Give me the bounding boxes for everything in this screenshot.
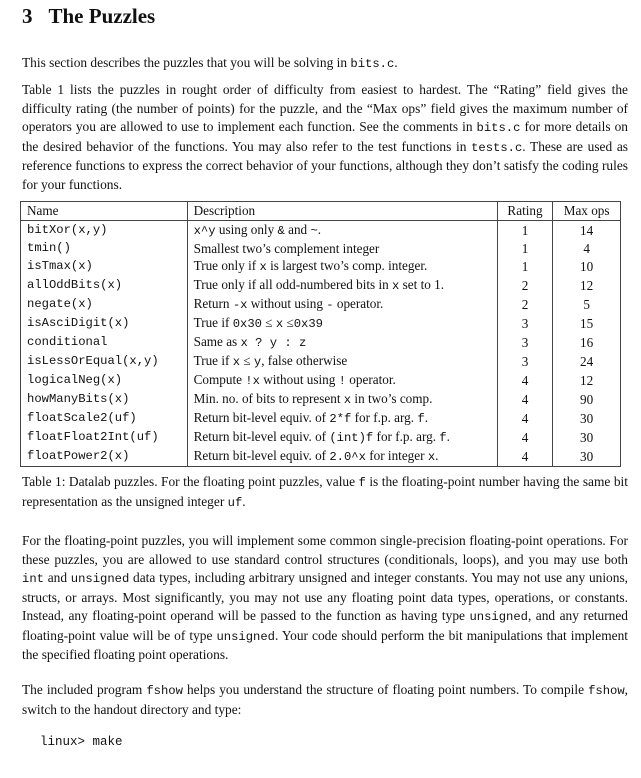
text-run: and [284,221,311,237]
code-text: ~ [310,223,318,238]
puzzle-description [187,371,497,390]
header-max-ops: Max ops [553,202,621,221]
table-caption [22,473,628,512]
code-text: unsigned [70,572,130,586]
puzzle-rating: 4 [497,409,552,428]
code-text: !x [245,374,260,388]
code-text: x [343,393,352,407]
code-text: bits.c [476,121,521,135]
text-run: Smallest two’s complement integer [193,240,380,256]
code-text: f [439,431,447,445]
text-run: , false otherwise [261,353,348,368]
table-row [21,333,621,352]
text-run: , switch to the handout directory and type: [22,682,628,717]
puzzle-max-ops: 30 [553,409,621,428]
text-run: Same as [193,334,241,349]
header-rating: Rating [497,202,552,221]
table-row [21,220,621,240]
text-run: for f.p. arg. [373,429,440,444]
text-run: ≤ [240,353,254,368]
text-run: ≤ [261,315,276,330]
table-row [21,257,621,276]
text-run: . [242,493,246,509]
puzzle-rating: 1 [497,257,552,276]
table-row [21,352,621,371]
table-row [21,276,621,295]
code-block: linux> make [40,735,123,749]
text-run: The included program [22,682,147,697]
text-run: for f.p. arg. [351,410,418,425]
header-description: Description [187,202,497,221]
puzzle-rating: 3 [497,352,552,371]
puzzle-max-ops: 4 [553,240,621,258]
puzzle-description [187,409,497,428]
puzzle-name: tmin() [27,240,71,255]
puzzle-rating: 3 [497,314,552,333]
table-row [21,409,621,428]
puzzle-description [187,352,497,371]
puzzle-max-ops: 90 [553,390,621,409]
puzzle-name: floatScale2(uf) [27,411,137,425]
text-run: for integer [365,448,428,463]
text-run: and [43,570,71,585]
text-run: Compute [193,372,246,387]
text-run: For the floating-point puzzles, you will implement some common single-precision floating-point operations. For these puzzles, you are allowed to use standard control structures (conditionals, loops), and you may use both [22,533,628,567]
text-run: using only [215,221,278,237]
code-text: fshow [146,684,183,698]
text-run: is largest two’s comp. integer. [266,258,428,273]
floating-point-paragraph [22,532,628,665]
puzzle-max-ops: 14 [553,220,621,240]
puzzle-max-ops: 15 [553,314,621,333]
puzzle-rating: 4 [497,390,552,409]
puzzle-name: isLessOrEqual(x,y) [27,354,159,368]
table-row [21,447,621,467]
section-heading [22,4,155,29]
text-run: Return bit-level equiv. of [193,429,330,444]
code-text: 2*f [329,412,352,426]
text-run: data types, including arbitrary unsigned and integer constants. You may not use any unions, structs, or arrays. Most significantly, you may not use any floating point data types, operations, or constants. Instead, any floating-point operand will be passed to the function as having type [22,570,628,623]
code-text: unsigned [469,610,528,624]
puzzle-name: isTmax(x) [27,259,93,273]
text-run: Return [193,296,233,311]
puzzle-max-ops: 12 [553,371,621,390]
text-run: without using [259,372,339,387]
puzzle-name: logicalNeg(x) [27,373,123,387]
code-text: uf [227,495,243,510]
text-run: . [317,221,322,237]
code-text: -x [232,298,248,312]
code-text: y [253,355,262,369]
text-run: Return bit-level equiv. of [193,448,330,463]
code-text: x [232,355,241,369]
text-run: This section describes the puzzles that you will be solving in [22,55,351,70]
section-number: 3 [22,4,33,28]
text-run: . These are used as reference functions to express the correct behavior of your functions, although they don’t satisfy the coding rules for your functions. [22,138,628,192]
puzzle-rating: 2 [497,295,552,314]
puzzle-max-ops: 12 [553,276,621,295]
intro-paragraph [22,54,628,74]
puzzle-rating: 4 [497,428,552,447]
text-run: . [446,429,450,444]
code-text: f [417,412,425,426]
puzzle-description [187,295,497,314]
code-text: ! [338,374,346,388]
puzzle-rating: 1 [497,220,552,240]
text-run: , and any returned floating-point value will be of type [22,608,629,643]
table-row [21,314,621,333]
code-text: x^y [193,223,216,238]
text-run: True only if [193,258,260,273]
puzzle-rating: 2 [497,276,552,295]
puzzle-rating: 4 [497,371,552,390]
code-text: fshow [588,684,625,698]
table-header-row [21,202,621,221]
code-text: tests.c [471,140,523,155]
code-text: unsigned [216,629,275,644]
section-title: The Puzzles [48,4,156,28]
text-run: True only if all odd-numbered bits in [193,277,393,292]
puzzle-name: floatFloat2Int(uf) [27,430,159,444]
puzzle-max-ops: 10 [553,257,621,276]
puzzle-rating: 3 [497,333,552,352]
text-run: operator. [346,372,396,387]
table-row [21,371,621,390]
puzzle-description [187,447,497,467]
puzzle-max-ops: 5 [553,295,621,314]
code-text: 2.0^x [329,450,366,464]
code-text: 0x39 [293,317,323,331]
text-run: . [435,448,439,463]
code-text: x [275,317,284,331]
text-run: operator. [333,296,384,311]
code-text: x [392,279,400,293]
puzzle-rating: 1 [497,240,552,258]
text-run: Table 1 lists the puzzles in rought order of difficulty from easiest to hardest. The “Rating” field gives the difficulty rating (the number of points) for the puzzle, and the “Max ops” field gives the maximum number of operators you are allowed to use to implement each function. See the comments in [22,82,628,134]
text-run: in two’s comp. [351,391,433,406]
puzzle-name: isAsciDigit(x) [27,316,130,330]
puzzle-description [187,333,497,352]
code-text: x ? y : z [240,336,307,350]
text-run: for more details on the desired behavior of the functions. You may also refer to the test functions in [22,119,628,154]
text-run: without using [247,296,327,311]
table-row [21,240,621,258]
code-text: & [277,223,285,238]
text-run: . [424,410,428,425]
puzzle-description [187,220,497,240]
text-run: ≤ [283,315,294,330]
fshow-paragraph [22,681,628,719]
table-row [21,428,621,447]
puzzle-max-ops: 30 [553,447,621,467]
puzzle-name: bitXor(x,y) [27,222,108,237]
code-text: (int)f [329,431,374,445]
puzzle-description [187,257,497,276]
puzzle-name: negate(x) [27,297,93,311]
text-run: . [394,55,398,70]
code-text: x [259,260,267,274]
code-text: 0x30 [232,317,262,331]
puzzle-name: conditional [27,335,108,349]
text-run: True if [193,315,233,330]
puzzle-name: allOddBits(x) [27,278,123,292]
puzzle-description [187,314,497,333]
text-run: Min. no. of bits to represent [193,391,344,406]
puzzle-max-ops: 24 [553,352,621,371]
puzzle-max-ops: 30 [553,428,621,447]
puzzle-description [187,390,497,409]
code-text: int [22,572,44,586]
puzzle-name: howManyBits(x) [27,392,130,406]
table-row [21,295,621,314]
puzzle-rating: 4 [497,447,552,467]
header-name: Name [21,202,188,221]
code-text: bits.c [350,57,395,71]
text-run: True if [193,353,233,368]
code-text: f [358,476,366,490]
puzzle-description [187,240,497,258]
table-row [21,390,621,409]
puzzle-description [187,276,497,295]
code-text: - [326,298,334,312]
puzzle-max-ops: 16 [553,333,621,352]
text-run: Table 1: Datalab puzzles. For the floating point puzzles, value [22,474,359,489]
puzzle-description [187,428,497,447]
code-text: x [427,450,436,464]
puzzle-name: floatPower2(x) [27,449,130,463]
text-run: helps you understand the structure of floating point numbers. To compile [182,682,589,697]
puzzles-table [20,201,621,467]
text-run: set to 1. [399,277,445,292]
table-description-paragraph [22,81,628,194]
text-run: . Your code should perform the bit manipulations that implement the specified floating point operations. [22,627,628,662]
text-run: is the floating-point number having the same bit representation as the unsigned integer [22,474,628,509]
text-run: Return bit-level equiv. of [193,410,330,425]
